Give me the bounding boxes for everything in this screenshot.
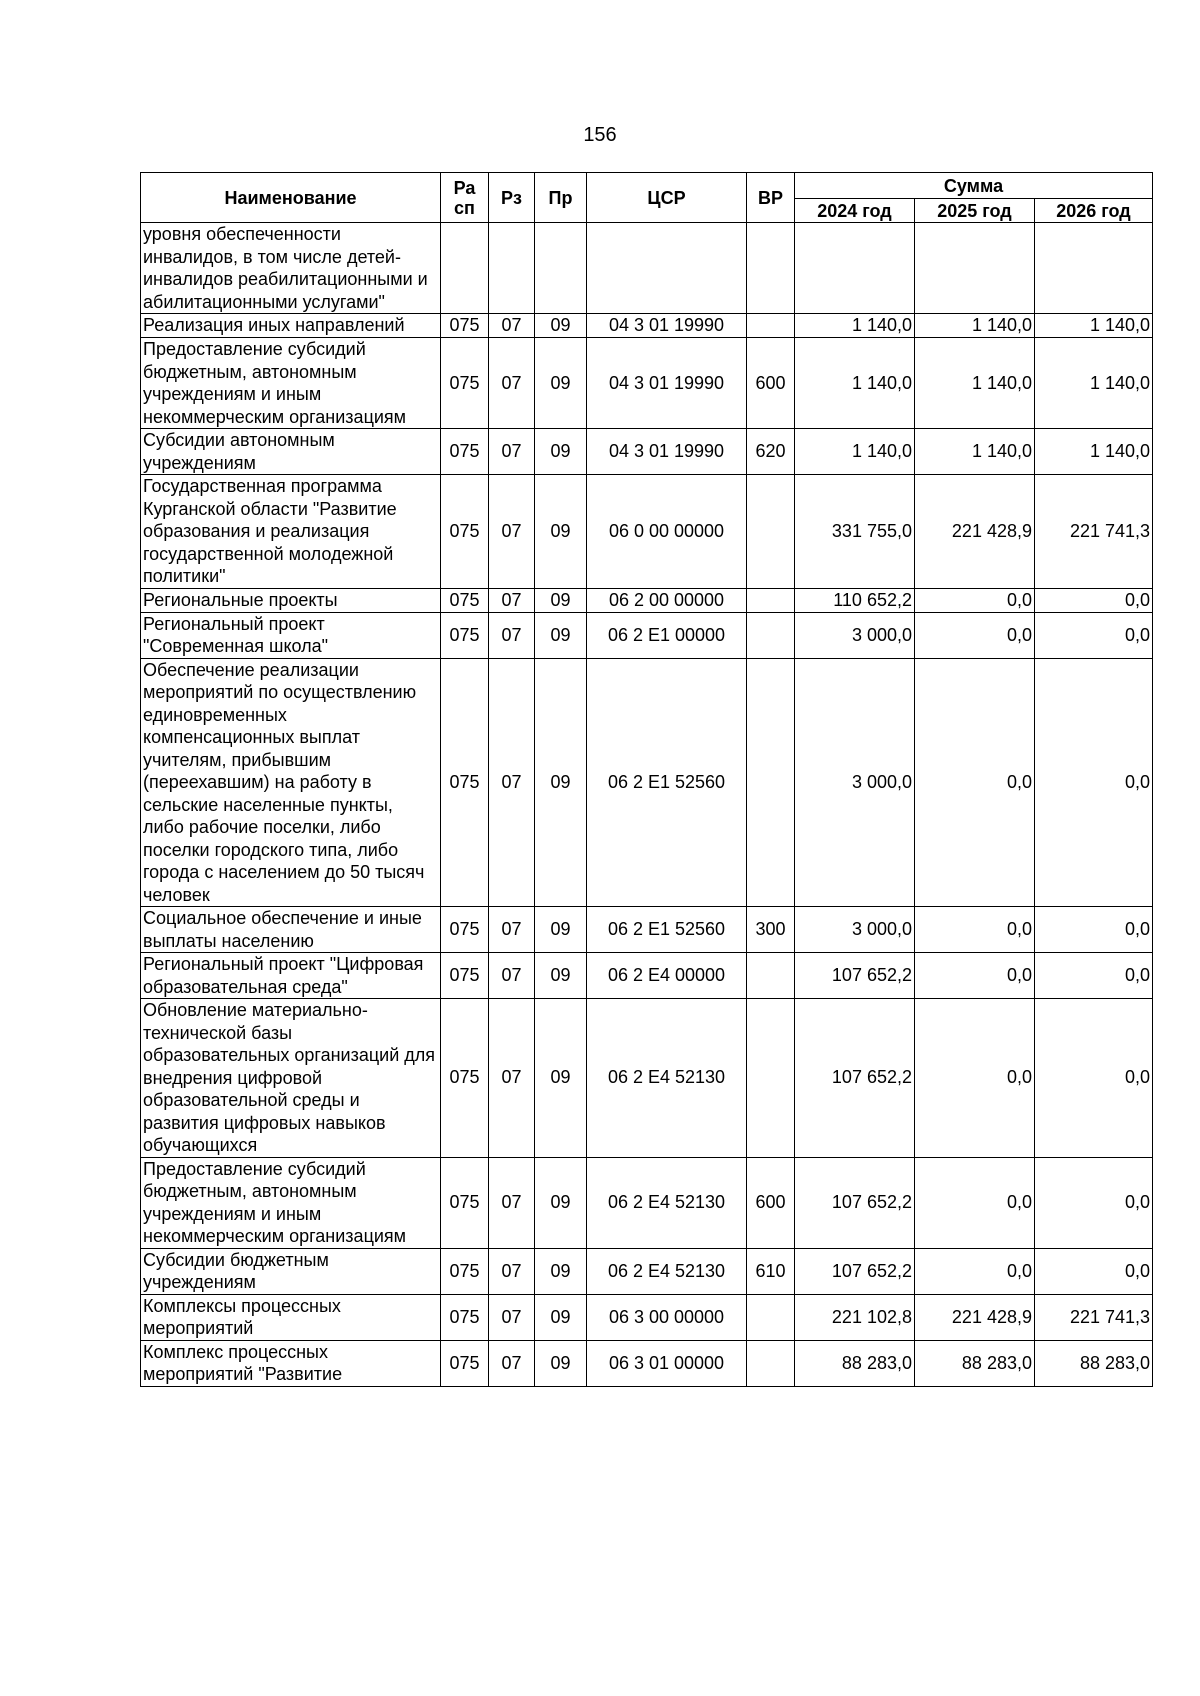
cell-csr: 06 2 00 00000 — [587, 588, 747, 612]
cell-csr: 06 2 E4 52130 — [587, 1248, 747, 1294]
cell-rz: 07 — [489, 338, 535, 429]
table-row — [141, 953, 1153, 999]
cell-sum-2024: 107 652,2 — [795, 999, 915, 1158]
cell-csr: 06 2 E4 52130 — [587, 999, 747, 1158]
cell-pr: 09 — [535, 475, 587, 589]
cell-vr — [747, 314, 795, 338]
cell-rz: 07 — [489, 314, 535, 338]
cell-sum-2026: 0,0 — [1035, 999, 1153, 1158]
cell-sum-2025: 1 140,0 — [915, 429, 1035, 475]
cell-sum-2024: 107 652,2 — [795, 953, 915, 999]
cell-sum-2026: 0,0 — [1035, 612, 1153, 658]
cell-rz: 07 — [489, 999, 535, 1158]
cell-name: Субсидии бюджетным учреждениям — [141, 1248, 441, 1294]
cell-sum-2024: 331 755,0 — [795, 475, 915, 589]
cell-csr: 06 2 E1 52560 — [587, 658, 747, 907]
table-row — [141, 1157, 1153, 1248]
cell-name: Предоставление субсидий бюджетным, автономным учреждениям и иным некоммерческим организациям — [141, 1157, 441, 1248]
cell-sum-2025: 0,0 — [915, 612, 1035, 658]
cell-pr: 09 — [535, 953, 587, 999]
cell-rz: 07 — [489, 1157, 535, 1248]
header-rasp: Ра сп — [441, 173, 489, 223]
page-number: 156 — [583, 124, 617, 146]
cell-sum-2026 — [1035, 223, 1153, 314]
cell-sum-2025: 1 140,0 — [915, 314, 1035, 338]
cell-sum-2025: 0,0 — [915, 1157, 1035, 1248]
cell-rz: 07 — [489, 953, 535, 999]
table-row — [141, 588, 1153, 612]
table-row — [141, 1248, 1153, 1294]
cell-name: Обновление материально-технической базы образовательных организаций для внедрения цифровой образовательной среды и развития цифровых навыков обучающихся — [141, 999, 441, 1158]
cell-rz — [489, 223, 535, 314]
cell-name: Региональный проект "Цифровая образовательная среда" — [141, 953, 441, 999]
cell-vr — [747, 223, 795, 314]
cell-rasp — [441, 223, 489, 314]
cell-name: Комплексы процессных мероприятий — [141, 1294, 441, 1340]
cell-vr — [747, 1340, 795, 1386]
cell-rz: 07 — [489, 588, 535, 612]
cell-rasp: 075 — [441, 588, 489, 612]
cell-name: Комплекс процессных мероприятий "Развитие — [141, 1340, 441, 1386]
cell-name: Региональный проект "Современная школа" — [141, 612, 441, 658]
cell-csr — [587, 223, 747, 314]
cell-rasp: 075 — [441, 338, 489, 429]
cell-pr: 09 — [535, 612, 587, 658]
header-csr: ЦСР — [587, 173, 747, 223]
cell-rasp: 075 — [441, 1157, 489, 1248]
cell-sum-2026: 0,0 — [1035, 953, 1153, 999]
table-row — [141, 338, 1153, 429]
cell-csr: 06 3 01 00000 — [587, 1340, 747, 1386]
cell-sum-2024: 1 140,0 — [795, 429, 915, 475]
cell-csr: 06 2 E1 52560 — [587, 907, 747, 953]
cell-rz: 07 — [489, 907, 535, 953]
cell-sum-2026: 1 140,0 — [1035, 338, 1153, 429]
cell-sum-2026: 1 140,0 — [1035, 429, 1153, 475]
cell-pr: 09 — [535, 999, 587, 1158]
cell-sum-2025: 221 428,9 — [915, 475, 1035, 589]
cell-vr — [747, 475, 795, 589]
cell-pr: 09 — [535, 429, 587, 475]
cell-sum-2024: 3 000,0 — [795, 612, 915, 658]
cell-sum-2025: 0,0 — [915, 907, 1035, 953]
cell-name: Предоставление субсидий бюджетным, автономным учреждениям и иным некоммерческим организациям — [141, 338, 441, 429]
cell-name: Субсидии автономным учреждениям — [141, 429, 441, 475]
header-pr: Пр — [535, 173, 587, 223]
cell-csr: 06 3 00 00000 — [587, 1294, 747, 1340]
cell-name: Обеспечение реализации мероприятий по осуществлению единовременных компенсационных выплат учителям, прибывшим (переехавшим) на работу в сельские населенные пункты, либо рабочие поселки, либо поселки городского типа, либо города с населением до 50 тысяч человек — [141, 658, 441, 907]
cell-vr: 600 — [747, 1157, 795, 1248]
cell-sum-2025: 221 428,9 — [915, 1294, 1035, 1340]
table-row — [141, 475, 1153, 589]
cell-csr: 06 2 E4 00000 — [587, 953, 747, 999]
table-row — [141, 658, 1153, 907]
cell-pr: 09 — [535, 1294, 587, 1340]
cell-vr — [747, 588, 795, 612]
cell-pr: 09 — [535, 1157, 587, 1248]
cell-sum-2024: 221 102,8 — [795, 1294, 915, 1340]
cell-vr: 600 — [747, 338, 795, 429]
cell-sum-2026: 221 741,3 — [1035, 475, 1153, 589]
cell-rasp: 075 — [441, 1340, 489, 1386]
cell-sum-2026: 0,0 — [1035, 907, 1153, 953]
cell-vr — [747, 612, 795, 658]
cell-csr: 06 0 00 00000 — [587, 475, 747, 589]
cell-pr: 09 — [535, 907, 587, 953]
cell-name: уровня обеспеченности инвалидов, в том числе детей-инвалидов реабилитационными и абилитационными услугами" — [141, 223, 441, 314]
cell-sum-2025: 0,0 — [915, 1248, 1035, 1294]
cell-rasp: 075 — [441, 429, 489, 475]
cell-csr: 04 3 01 19990 — [587, 338, 747, 429]
cell-name: Реализация иных направлений — [141, 314, 441, 338]
cell-vr — [747, 999, 795, 1158]
cell-rasp: 075 — [441, 999, 489, 1158]
cell-sum-2025: 0,0 — [915, 588, 1035, 612]
cell-pr — [535, 223, 587, 314]
cell-sum-2024: 1 140,0 — [795, 338, 915, 429]
cell-sum-2024: 1 140,0 — [795, 314, 915, 338]
cell-sum-2026: 0,0 — [1035, 588, 1153, 612]
cell-rasp: 075 — [441, 612, 489, 658]
cell-vr — [747, 658, 795, 907]
header-year-2024: 2024 год — [795, 199, 915, 223]
cell-sum-2025: 0,0 — [915, 999, 1035, 1158]
cell-rasp: 075 — [441, 314, 489, 338]
cell-rz: 07 — [489, 1248, 535, 1294]
cell-sum-2024: 3 000,0 — [795, 658, 915, 907]
table-body — [141, 223, 1153, 1387]
cell-rz: 07 — [489, 1340, 535, 1386]
cell-rz: 07 — [489, 612, 535, 658]
budget-table — [140, 172, 1153, 1387]
cell-name: Государственная программа Курганской области "Развитие образования и реализация государственной молодежной политики" — [141, 475, 441, 589]
cell-vr: 610 — [747, 1248, 795, 1294]
cell-sum-2024: 107 652,2 — [795, 1157, 915, 1248]
cell-sum-2025 — [915, 223, 1035, 314]
cell-sum-2025: 88 283,0 — [915, 1340, 1035, 1386]
cell-rasp: 075 — [441, 1294, 489, 1340]
cell-sum-2026: 0,0 — [1035, 1157, 1153, 1248]
table-row — [141, 612, 1153, 658]
cell-pr: 09 — [535, 314, 587, 338]
cell-pr: 09 — [535, 1340, 587, 1386]
cell-vr: 620 — [747, 429, 795, 475]
cell-sum-2024: 110 652,2 — [795, 588, 915, 612]
cell-rasp: 075 — [441, 475, 489, 589]
cell-rz: 07 — [489, 658, 535, 907]
cell-csr: 04 3 01 19990 — [587, 429, 747, 475]
cell-rz: 07 — [489, 475, 535, 589]
cell-name: Региональные проекты — [141, 588, 441, 612]
cell-vr: 300 — [747, 907, 795, 953]
cell-sum-2026: 0,0 — [1035, 658, 1153, 907]
cell-sum-2024 — [795, 223, 915, 314]
cell-pr: 09 — [535, 338, 587, 429]
cell-sum-2024: 3 000,0 — [795, 907, 915, 953]
cell-csr: 06 2 E1 00000 — [587, 612, 747, 658]
cell-sum-2025: 0,0 — [915, 953, 1035, 999]
cell-sum-2026: 221 741,3 — [1035, 1294, 1153, 1340]
table-row — [141, 429, 1153, 475]
cell-rasp: 075 — [441, 658, 489, 907]
cell-sum-2025: 0,0 — [915, 658, 1035, 907]
cell-pr: 09 — [535, 588, 587, 612]
table-row — [141, 1340, 1153, 1386]
cell-sum-2026: 0,0 — [1035, 1248, 1153, 1294]
header-name: Наименование — [141, 173, 441, 223]
cell-sum-2024: 88 283,0 — [795, 1340, 915, 1386]
cell-pr: 09 — [535, 658, 587, 907]
header-rz: Рз — [489, 173, 535, 223]
table-row — [141, 1294, 1153, 1340]
cell-sum-2024: 107 652,2 — [795, 1248, 915, 1294]
cell-csr: 04 3 01 19990 — [587, 314, 747, 338]
cell-sum-2025: 1 140,0 — [915, 338, 1035, 429]
cell-vr — [747, 1294, 795, 1340]
table-row — [141, 907, 1153, 953]
cell-sum-2026: 88 283,0 — [1035, 1340, 1153, 1386]
cell-sum-2026: 1 140,0 — [1035, 314, 1153, 338]
header-year-2025: 2025 год — [915, 199, 1035, 223]
cell-rz: 07 — [489, 429, 535, 475]
header-vr: ВР — [747, 173, 795, 223]
cell-rz: 07 — [489, 1294, 535, 1340]
header-year-2026: 2026 год — [1035, 199, 1153, 223]
cell-vr — [747, 953, 795, 999]
cell-name: Социальное обеспечение и иные выплаты населению — [141, 907, 441, 953]
cell-rasp: 075 — [441, 1248, 489, 1294]
table-header — [141, 173, 1153, 223]
cell-csr: 06 2 E4 52130 — [587, 1157, 747, 1248]
cell-pr: 09 — [535, 1248, 587, 1294]
table-row — [141, 999, 1153, 1158]
cell-rasp: 075 — [441, 907, 489, 953]
table-row — [141, 314, 1153, 338]
table-row — [141, 223, 1153, 314]
cell-rasp: 075 — [441, 953, 489, 999]
header-sum: Сумма — [795, 173, 1153, 199]
